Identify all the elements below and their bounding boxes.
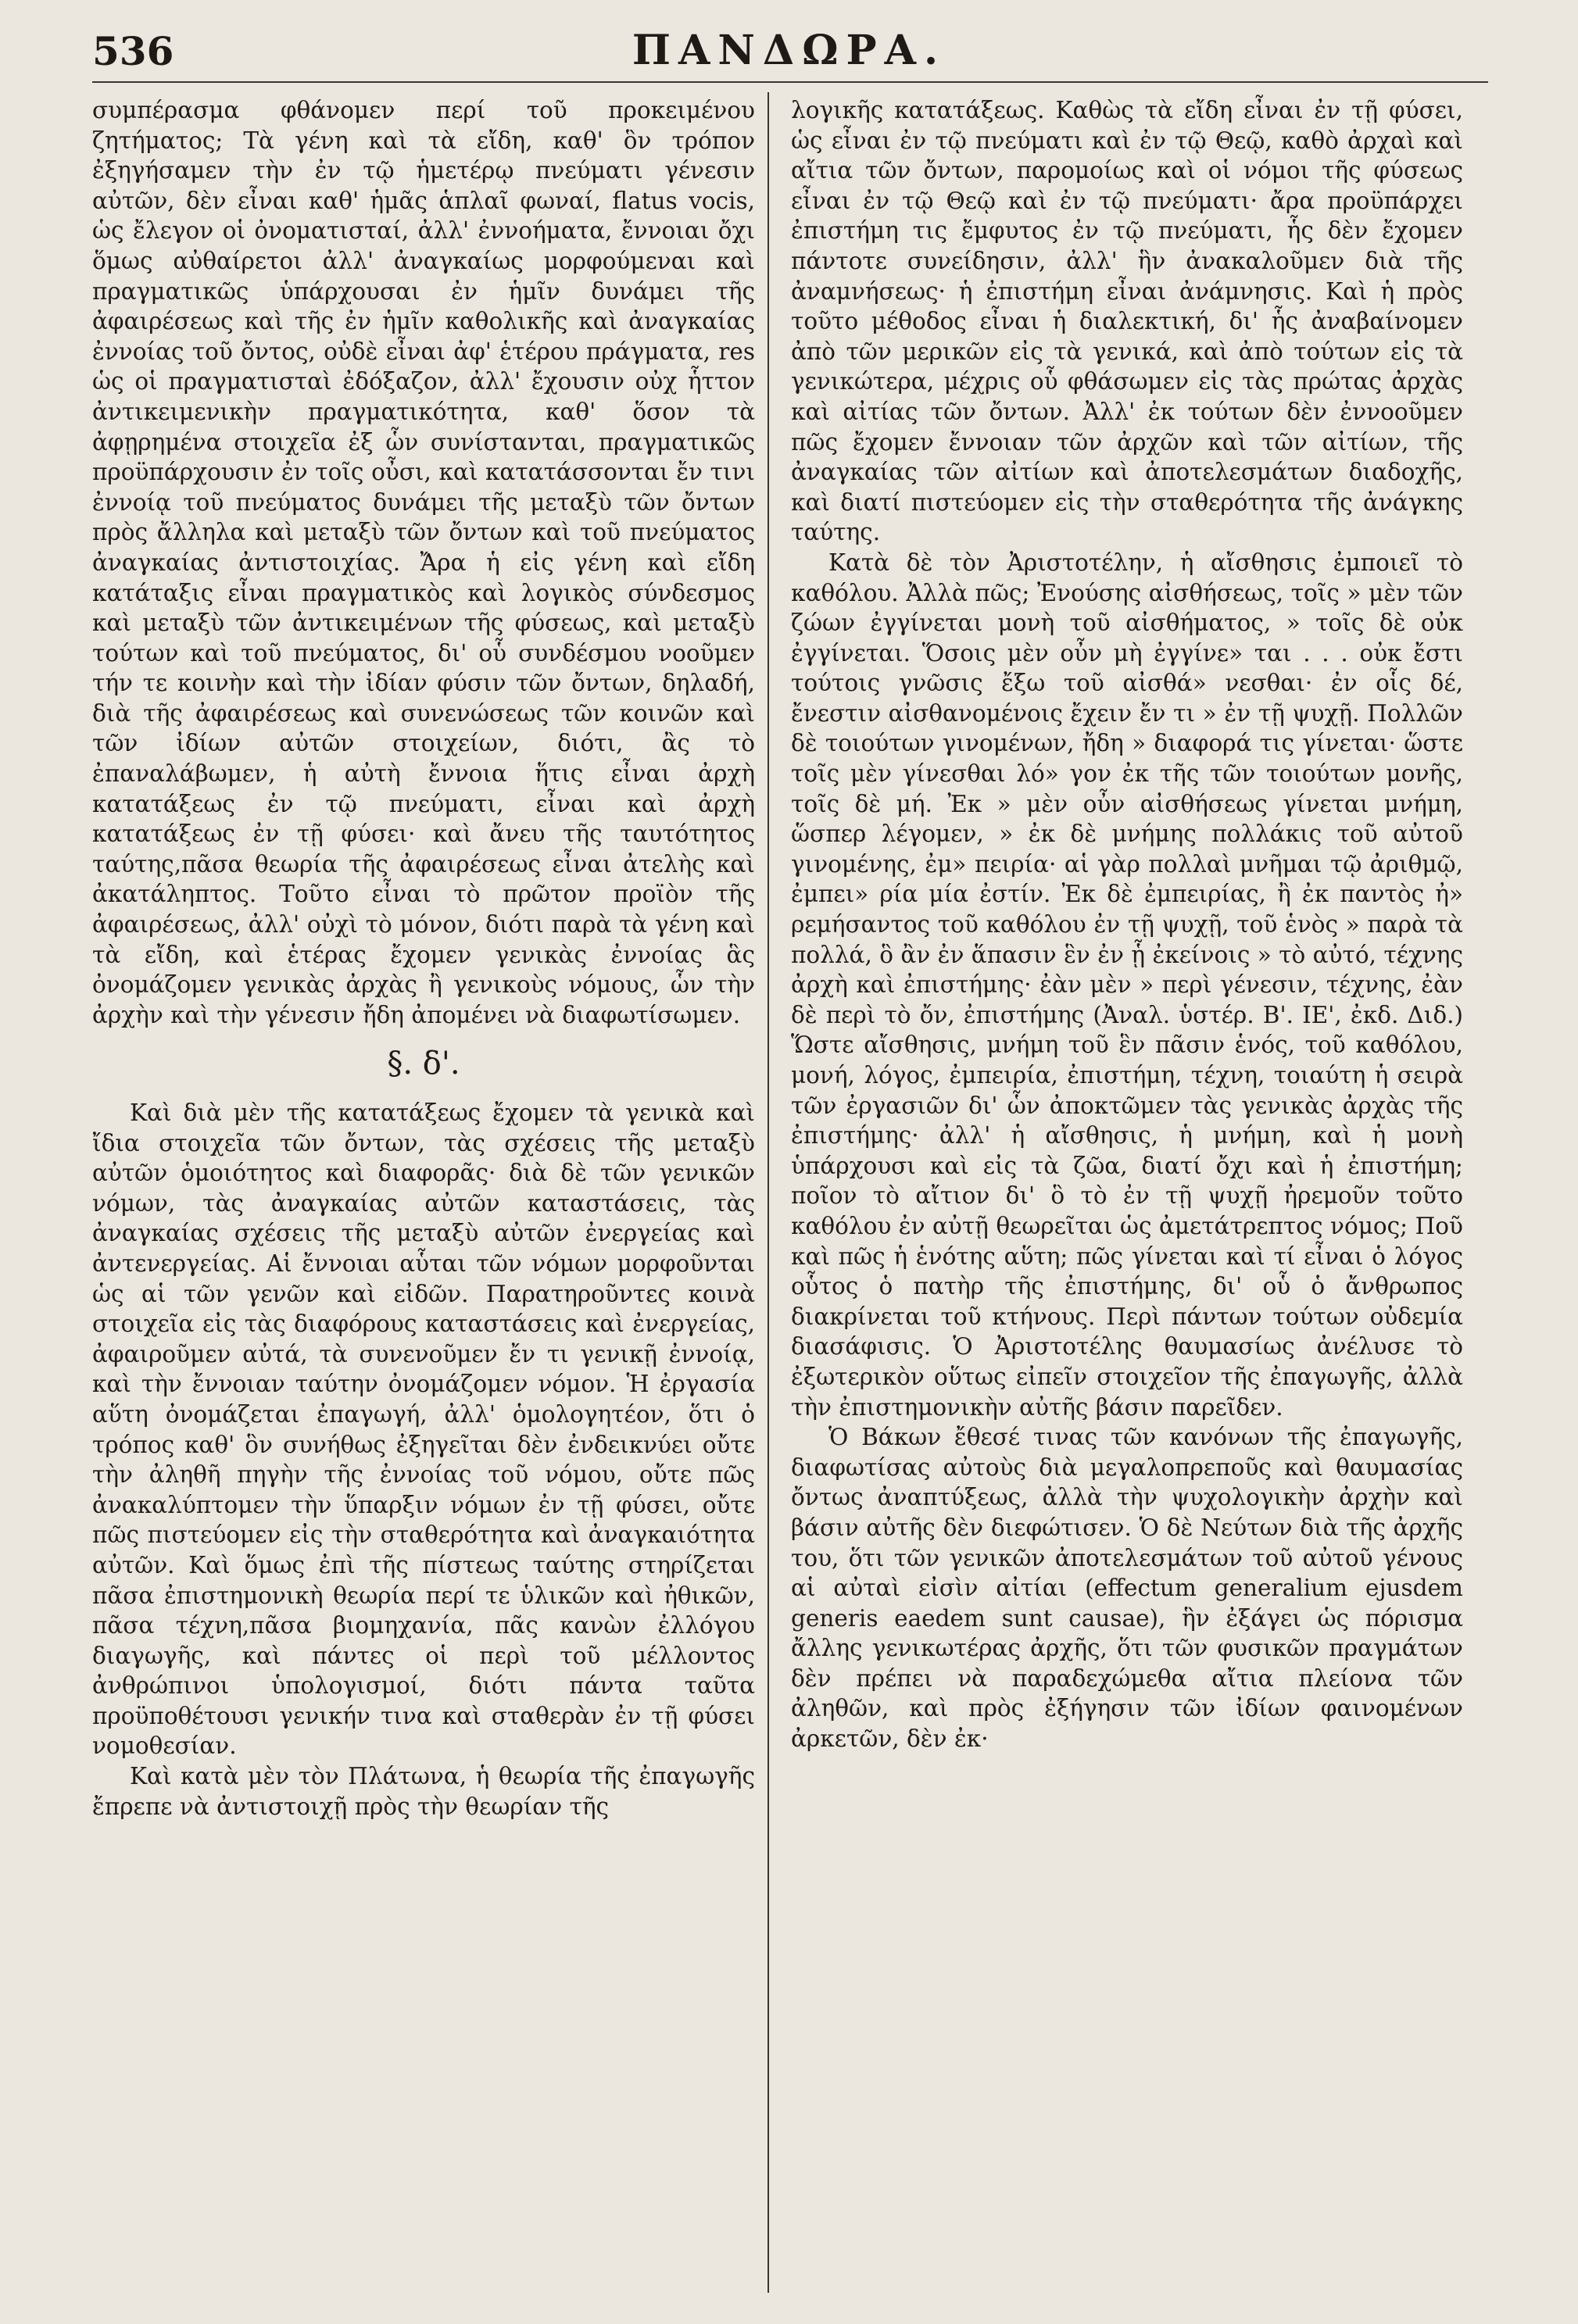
left-column	[92, 95, 755, 1822]
right-paragraph-3: Ὁ Βάκων ἔθεσέ τινας τῶν κανόνων τῆς ἐπαγωγῆς, διαφωτίσας αὐτοὺς διὰ μεγαλοπρεποῦς καὶ θαυμασίας ὄντως ἀναπτύξεως, ἀλλὰ τὴν ψυχολογικὴν ἀρχὴν καὶ βάσιν αὐτῆς δὲν διεφώτισεν. Ὁ δὲ Νεύτων διὰ τῆς ἀρχῆς του, ὅτι τῶν γενικῶν ἀποτελεσμάτων τοῦ αὐτοῦ γένους αἱ αὐταὶ εἰσὶν αἰτίαι (effectum generalium ejusdem generis eaedem sunt causae), ἣν ἐξάγει ὡς πόρισμα ἄλλης γενικωτέρας ἀρχῆς, ὅτι τῶν φυσικῶν πραγμάτων δὲν πρέπει νὰ παραδεχώμεθα αἴτια πλείονα τῶν ἀληθῶν, καὶ πρὸς ἐξήγησιν τῶν ἰδίων φαινομένων ἀρκετῶν, δὲν ἐκ·	[791, 1424, 1463, 1753]
header-rule	[92, 81, 1488, 83]
left-paragraph-2: Καὶ διὰ μὲν τῆς κατατάξεως ἔχομεν τὰ γενικὰ καὶ ἴδια στοιχεῖα τῶν ὄντων, τὰς σχέσεις τῆς μεταξὺ αὐτῶν ὁμοιότητος καὶ διαφορᾶς· διὰ δὲ τῶν γενικῶν νόμων, τὰς ἀναγκαίας αὐτῶν καταστάσεις, τὰς ἀναγκαίας σχέσεις τῆς μεταξὺ αὐτῶν ἐνεργείας καὶ ἀντενεργείας. Αἱ ἔννοιαι αὗται τῶν νόμων μορφοῦνται ὡς αἱ τῶν γενῶν καὶ εἰδῶν. Παρατηροῦντες κοινὰ στοιχεῖα εἰς τὰς διαφόρους καταστάσεις καὶ ἐνεργείας, ἀφαιροῦμεν αὐτά, τὰ συνενοῦμεν ἔν τι γενικῇ ἐννοίᾳ, καὶ τὴν ἔννοιαν ταύτην ὀνομάζομεν νόμον. Ἡ ἐργασία αὕτη ὀνομάζεται ἐπαγωγή, ἀλλ' ὁμολογητέον, ὅτι ὁ τρόπος καθ' ὃν συνήθως ἐξηγεῖται δὲν ἐνδεικνύει οὔτε τὴν ἀληθῆ πηγὴν τῆς ἐννοίας τοῦ νόμου, οὔτε πῶς ἀνακαλύπτομεν τὴν ὕπαρξιν νόμων ἐν τῇ φύσει, οὔτε πῶς πιστεύομεν εἰς τὴν σταθερότητα καὶ ἀναγκαιότητα αὐτῶν. Καὶ ὅμως ἐπὶ τῆς πίστεως ταύτης στηρίζεται πᾶσα ἐπιστημονικὴ θεωρία περί τε ὑλικῶν καὶ ἠθικῶν, πᾶσα τέχνη,πᾶσα βιομηχανία, πᾶς κανὼν ἐλλόγου διαγωγῆς, καὶ πάντες οἱ περὶ τοῦ μέλλοντος ἀνθρώπινοι ὑπολογισμοί, διότι πάντα ταῦτα προϋποθέτουσι γενικήν τινα καὶ σταθερὰν ἐν τῇ φύσει νομοθεσίαν.	[92, 1099, 755, 1760]
left-paragraph-3: Καὶ κατὰ μὲν τὸν Πλάτωνα, ἡ θεωρία τῆς ἐπαγωγῆς ἔπρεπε νὰ ἀντιστοιχῇ πρὸς τὴν θεωρίαν τῆς	[92, 1763, 755, 1820]
right-paragraph-2: Κατὰ δὲ τὸν Ἀριστοτέλην, ἡ αἴσθησις ἐμποιεῖ τὸ καθόλου. Ἀλλὰ πῶς; Ἐνούσης αἰσθήσεως, τοῖς » μὲν τῶν ζώων ἐγγίνεται μονὴ τοῦ αἰσθήματος, » τοῖς δὲ οὐκ ἐγγίνεται. Ὅσοις μὲν οὖν μὴ ἐγγίνε» ται . . . οὐκ ἔστι τούτοις γνῶσις ἔξω τοῦ αἰσθά» νεσθαι· ἐν οἷς δέ, ἔνεστιν αἰσθανομένοις ἔχειν ἔν τι » ἐν τῇ ψυχῇ. Πολλῶν δὲ τοιούτων γινομένων, ἤδη » διαφορά τις γίνεται· ὥστε τοῖς μὲν γίνεσθαι λό» γον ἐκ τῆς τῶν τοιούτων μονῆς, τοῖς δὲ μή. Ἐκ » μὲν οὖν αἰσθήσεως γίνεται μνήμη, ὥσπερ λέγομεν, » ἐκ δὲ μνήμης πολλάκις τοῦ αὐτοῦ γινομένης, ἐμ» πειρία· αἱ γὰρ πολλαὶ μνῆμαι τῷ ἀριθμῷ, ἐμπει» ρία μία ἐστίν. Ἐκ δὲ ἐμπειρίας, ἢ ἐκ παντὸς ἠ» ρεμήσαντος τοῦ καθόλου ἐν τῇ ψυχῇ, τοῦ ἑνὸς » παρὰ τὰ πολλά, ὃ ἂν ἐν ἅπασιν ἓν ἐν ᾗ ἐκείνοις » τὸ αὐτό, τέχνης ἀρχὴ καὶ ἐπιστήμης· ἐὰν μὲν » περὶ γένεσιν, τέχνης, ἐὰν δὲ περὶ τὸ ὄν, ἐπιστήμης (Ἀναλ. ὑστέρ. Β'. ΙΕ', ἐκδ. Διδ.) Ὥστε αἴσθησις, μνήμη τοῦ ἓν πᾶσιν ἑνός, τοῦ καθόλου, μονή, λόγος, ἐμπειρία, ἐπιστήμη, τέχνη, τοιαύτη ἡ σειρὰ τῶν ἐργασιῶν δι' ὧν ἀποκτῶμεν τὰς γενικὰς ἀρχὰς τῆς ἐπιστήμης· ἀλλ' ἡ αἴσθησις, ἡ μνήμη, καὶ ἡ μονὴ ὑπάρχουσι καὶ εἰς τὰ ζῶα, διατί ὄχι καὶ ἡ ἐπιστήμη; ποῖον τὸ αἴτιον δι' ὃ τὸ ἐν τῇ ψυχῇ ἠρεμοῦν τοῦτο καθόλου ἐν αὐτῇ θεωρεῖται ὡς ἀμετάτρεπτος νόμος; Ποῦ καὶ πῶς ἡ ἑνότης αὕτη; πῶς γίνεται καὶ τί εἶναι ὁ λόγος οὗτος ὁ πατὴρ τῆς ἐπιστήμης, δι' οὗ ὁ ἄνθρωπος διακρίνεται τοῦ κτήνους. Περὶ πάντων τούτων οὐδεμία διασάφισις. Ὁ Ἀριστοτέλης θαυμασίως ἀνέλυσε τὸ ἐξωτερικὸν οὕτως εἰπεῖν στοιχεῖον τῆς ἐπαγωγῆς, ἀλλὰ τὴν ἐπιστημονικὴν αὐτῆς βάσιν παρεῖδεν.	[791, 549, 1463, 1421]
column-divider	[768, 92, 769, 2293]
page-number: 536	[92, 28, 174, 74]
right-column	[791, 95, 1463, 1754]
left-paragraph-1: συμπέρασμα φθάνομεν περί τοῦ προκειμένου ζητήματος; Τὰ γένη καὶ τὰ εἴδη, καθ' ὃν τρόπον ἐξηγήσαμεν τὴν ἐν τῷ ἡμετέρῳ πνεύματι γένεσιν αὐτῶν, δὲν εἶναι καθ' ἡμᾶς ἁπλαῖ φωναί, flatus vocis, ὡς ἔλεγον οἱ ὀνοματισταί, ἀλλ' ἐννοήματα, ἔννοιαι ὄχι ὅμως αὐθαίρετοι ἀλλ' ἀναγκαίως μορφούμεναι καὶ πραγματικῶς ὑπάρχουσαι ἐν ἡμῖν δυνάμει τῆς ἀφαιρέσεως καὶ τῆς ἐν ἡμῖν καθολικῆς καὶ ἀναγκαίας ἐννοίας τοῦ ὄντος, οὐδὲ εἶναι ἀφ' ἑτέρου πράγματα, res ὡς οἱ πραγματισταὶ ἐδόξαζον, ἀλλ' ἔχουσιν οὐχ ἧττον ἀντικειμενικὴν πραγματικότητα, καθ' ὅσον τὰ ἀφῃρημένα στοιχεῖα ἐξ ὧν συνίστανται, πραγματικῶς προϋπάρχουσιν ἐν τοῖς οὖσι, καὶ κατατάσσονται ἔν τινι ἐννοίᾳ τοῦ πνεύματος δυνάμει τῆς μεταξὺ τῶν ὄντων πρὸς ἄλληλα καὶ μεταξὺ τῶν ὄντων καὶ τοῦ πνεύματος ἀναγκαίας ἀντιστοιχίας. Ἄρα ἡ εἰς γένη καὶ εἴδη κατάταξις εἶναι πραγματικὸς καὶ λογικὸς σύνδεσμος καὶ μεταξὺ τῶν ἀντικειμένων τῆς φύσεως, καὶ μεταξὺ τούτων καὶ τοῦ πνεύματος, δι' οὗ συνδέσμου νοοῦμεν τήν τε κοινὴν καὶ τὴν ἰδίαν φύσιν τῶν ὄντων, δηλαδή, διὰ τῆς ἀφαιρέσεως καὶ συνενώσεως τῶν κοινῶν καὶ τῶν ἰδίων αὐτῶν στοιχείων, διότι, ἂς τὸ ἐπαναλάβωμεν, ἡ αὐτὴ ἔννοια ἥτις εἶναι ἀρχὴ κατατάξεως ἐν τῷ πνεύματι, εἶναι καὶ ἀρχὴ κατατάξεως ἐν τῇ φύσει· καὶ ἄνευ τῆς ταυτότητος ταύτης,πᾶσα θεωρία τῆς ἀφαιρέσεως εἶναι ἀτελὴς καὶ ἀκατάληπτος. Τοῦτο εἶναι τὸ πρῶτον προϊὸν τῆς ἀφαιρέσεως, ἀλλ' οὐχὶ τὸ μόνον, διότι παρὰ τὰ γένη καὶ τὰ εἴδη, καὶ ἑτέρας ἔχομεν γενικὰς ἐννοίας ἃς ὀνομάζομεν γενικὰς ἀρχὰς ἢ γενικοὺς νόμους, ὧν τὴν ἀρχὴν καὶ τὴν γένεσιν ἤδη ἀπομένει νὰ διαφωτίσωμεν.	[92, 97, 755, 1028]
right-paragraph-1: λογικῆς κατατάξεως. Καθὼς τὰ εἴδη εἶναι ἐν τῇ φύσει, ὡς εἶναι ἐν τῷ πνεύματι καὶ ἐν τῷ Θεῷ, καθὸ ἀρχαὶ καὶ αἴτια τῶν ὄντων, παρομοίως καὶ οἱ νόμοι τῆς φύσεως εἶναι ἐν τῷ Θεῷ καὶ ἐν τῷ πνεύματι· ἄρα προϋπάρχει ἐπιστήμη τις ἔμφυτος ἐν τῷ πνεύματι, ἧς δὲν ἔχομεν πάντοτε συνείδησιν, ἀλλ' ἣν ἀνακαλοῦμεν διὰ τῆς ἀναμνήσεως· ἡ ἐπιστήμη εἶναι ἀνάμνησις. Καὶ ἡ πρὸς τοῦτο μέθοδος εἶναι ἡ διαλεκτική, δι' ἧς ἀναβαίνομεν ἀπὸ τῶν μερικῶν εἰς τὰ γενικά, καὶ ἀπὸ τούτων εἰς τὰ γενικώτερα, μέχρις οὗ φθάσωμεν εἰς τὰς πρώτας ἀρχὰς καὶ αἰτίας τῶν ὄντων. Ἀλλ' ἐκ τούτων δὲν ἐννοοῦμεν πῶς ἔχομεν ἔννοιαν τῶν ἀρχῶν καὶ τῶν αἰτίων, τῆς ἀναγκαίας τῶν αἰτίων καὶ ἀποτελεσμάτων διαδοχῆς, καὶ διατί πιστεύομεν εἰς τὴν σταθερότητα τῆς ἀνάγκης ταύτης.	[791, 97, 1463, 546]
section-heading: §. δ'.	[387, 1046, 460, 1082]
running-title: ΠΑΝΔΩΡΑ.	[632, 27, 946, 74]
